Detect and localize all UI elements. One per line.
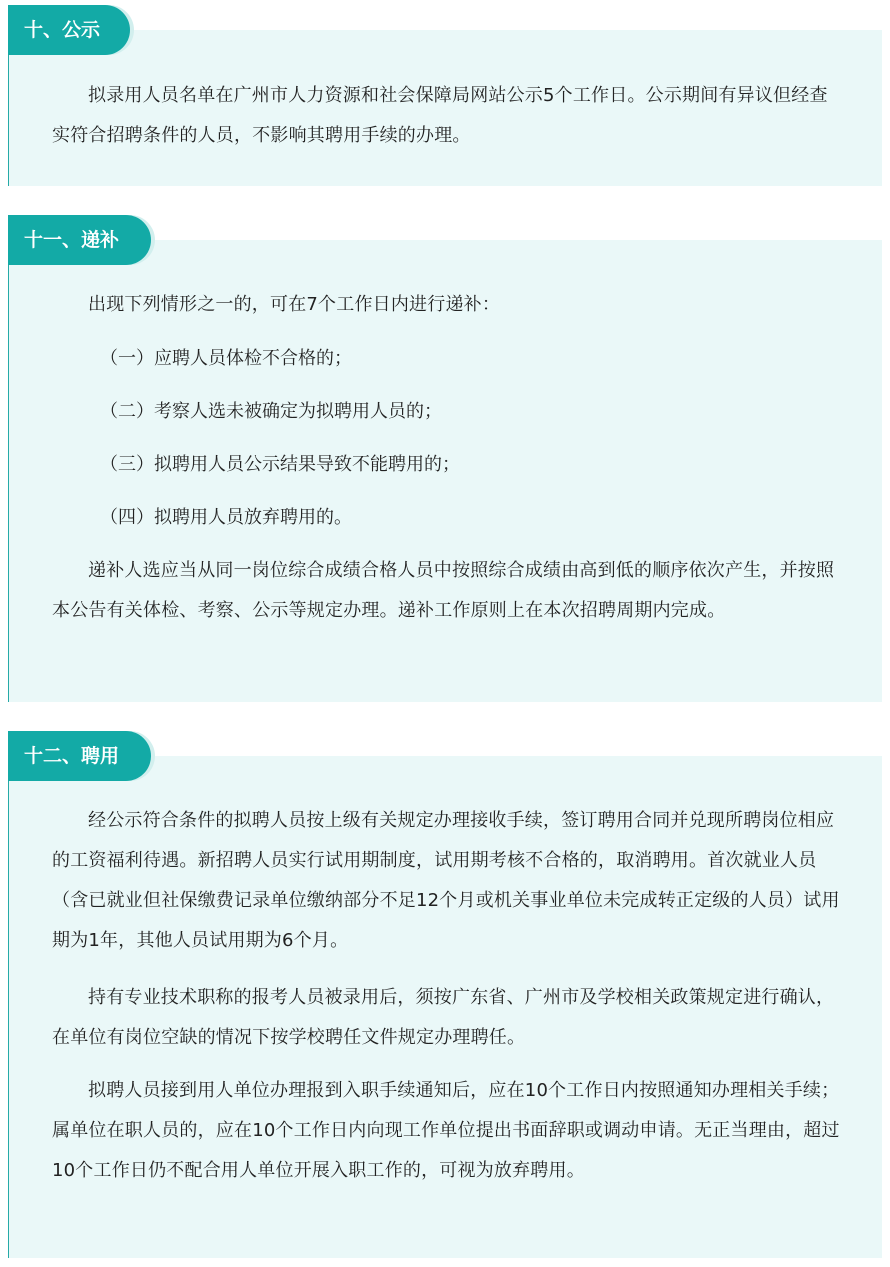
section-heading-publicity: 十、公示 [8,5,130,55]
list-item: （二）考察人选未被确定为拟聘用人员的； [100,401,442,422]
list-item: （四）拟聘用人员放弃聘用的。 [100,507,352,528]
section-heading-substitution: 十一、递补 [8,215,151,265]
list-item: （一）应聘人员体检不合格的； [100,348,352,369]
section-paragraph: 拟聘人员接到用人单位办理报到入职手续通知后，应在10个工作日内按照通知办理相关手续；属单位在职人员的，应在10个工作日内向现工作单位提出书面辞职或调动申请。无正当理由，超过10个工作日仍不配合用人单位开展入职工作的，可视为放弃聘用。 [52,1080,840,1181]
section-paragraph: 经公示符合条件的拟聘人员按上级有关规定办理接收手续，签订聘用合同并兑现所聘岗位相应的工资福利待遇。新招聘人员实行试用期制度，试用期考核不合格的，取消聘用。首次就业人员（含已就业但社保缴费记录单位缴纳部分不足12个月或机关事业单位未完成转正定级的人员）试用期为1年，其他人员试用期为6个月。 [52,810,840,951]
section-paragraph: 拟录用人员名单在广州市人力资源和社会保障局网站公示5个工作日。公示期间有异议但经查实符合招聘条件的人员，不影响其聘用手续的办理。 [52,85,828,146]
section-paragraph: 持有专业技术职称的报考人员被录用后，须按广东省、广州市及学校相关政策规定进行确认，在单位有岗位空缺的情况下按学校聘任文件规定办理聘任。 [52,987,835,1048]
section-intro: 出现下列情形之一的，可在7个工作日内进行递补： [88,294,501,315]
list-item: （三）拟聘用人员公示结果导致不能聘用的； [100,454,460,475]
section-heading-employment: 十二、聘用 [8,731,151,781]
section-paragraph: 递补人选应当从同一岗位综合成绩合格人员中按照综合成绩由高到低的顺序依次产生，并按照本公告有关体检、考察、公示等规定办理。递补工作原则上在本次招聘周期内完成。 [52,560,835,621]
